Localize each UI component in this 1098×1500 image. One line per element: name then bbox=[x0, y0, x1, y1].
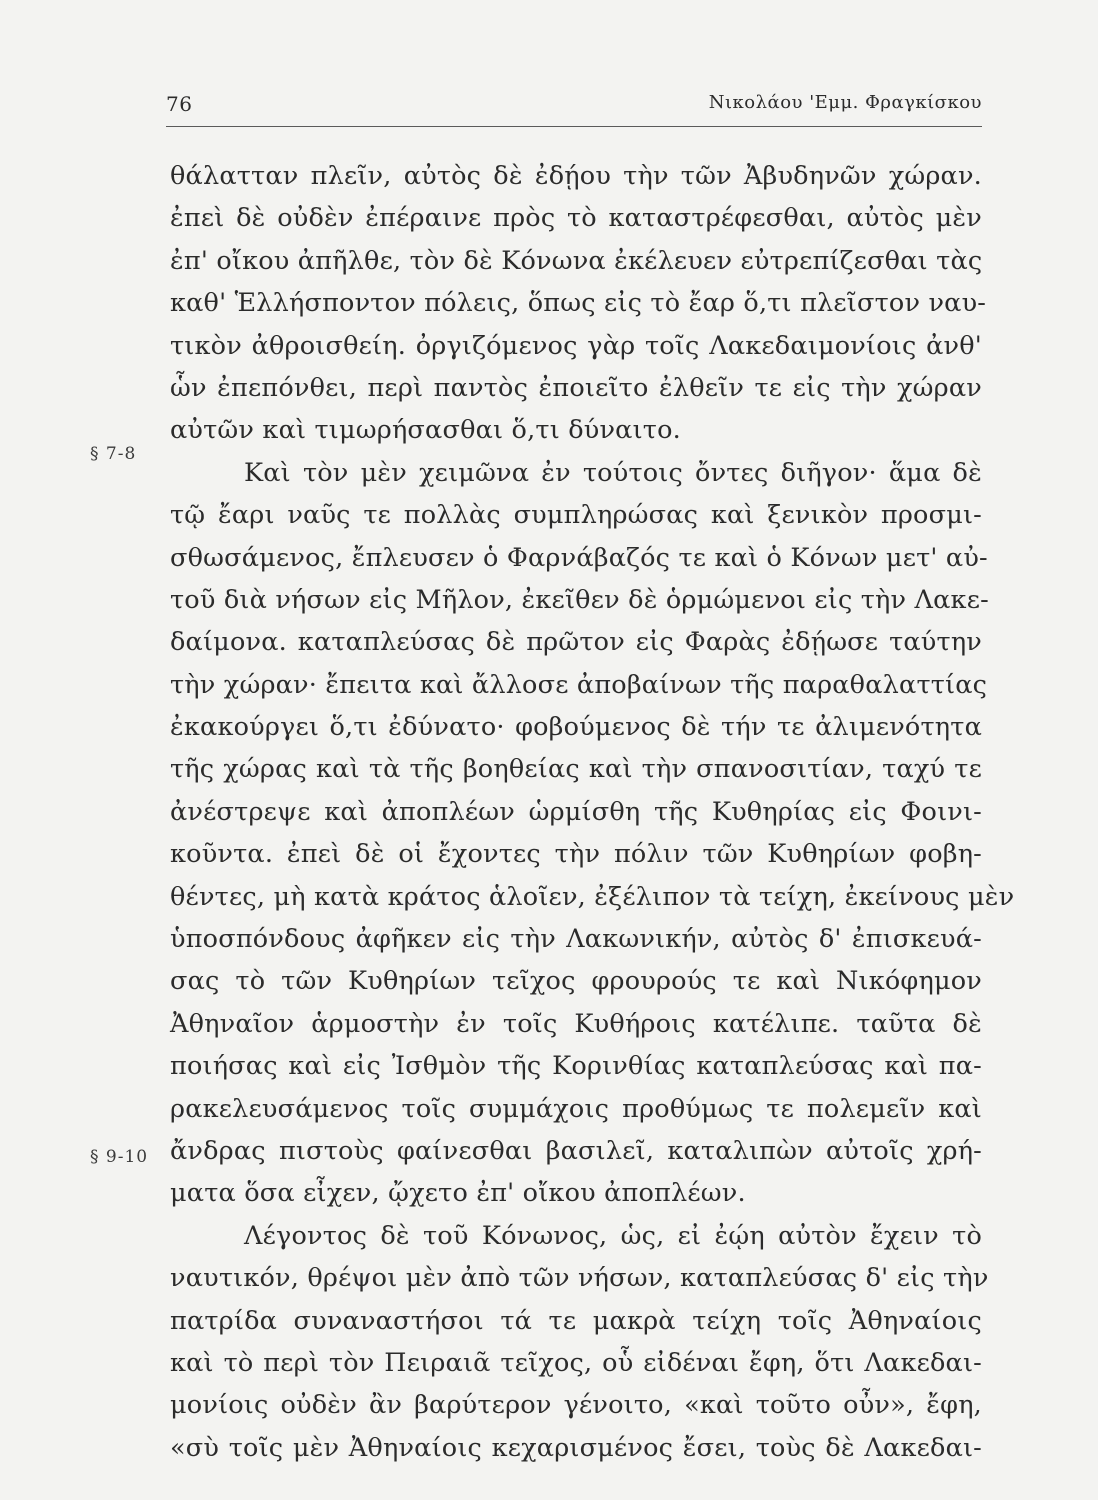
text-line: ναυτικόν, θρέψοι μὲν ἀπὸ τῶν νήσων, καταπλεύσας δ' εἰς τὴν bbox=[170, 1263, 989, 1294]
text-line: Καὶ τὸν μὲν χειμῶνα ἐν τούτοις ὄντες διῆγον· ἅμα δὲ bbox=[244, 457, 982, 488]
text-line: ἐκακούργει ὅ,τι ἐδύνατο· φοβούμενος δὲ τήν τε ἀλιμενότητα bbox=[170, 712, 982, 743]
text-line: σθωσάμενος, ἔπλευσεν ὁ Φαρνάβαζός τε καὶ ὁ Κόνων μετ' αὐ- bbox=[170, 542, 988, 573]
text-line: Ἀθηναῖον ἁρμοστὴν ἐν τοῖς Κυθήροις κατέλιπε. ταῦτα δὲ bbox=[170, 1008, 982, 1039]
text-line: τικὸν ἀθροισθείη. ὀργιζόμενος γὰρ τοῖς Λακεδαιμονίοις ἀνθ' bbox=[170, 330, 982, 361]
text-line: ὑποσπόνδους ἀφῆκεν εἰς τὴν Λακωνικήν, αὐτὸς δ' ἐπισκευά- bbox=[170, 924, 982, 955]
text-line: πατρίδα συναναστήσοι τά τε μακρὰ τείχη τοῖς Ἀθηναίοις bbox=[170, 1305, 982, 1336]
running-header bbox=[166, 92, 982, 128]
running-head-author: Νικολάου 'Εμμ. Φραγκίσκου bbox=[708, 92, 982, 113]
text-line: κοῦντα. ἐπεὶ δὲ οἱ ἔχοντες τὴν πόλιν τῶν Κυθηρίων φοβη- bbox=[170, 839, 982, 870]
text-line: τὴν χώραν· ἔπειτα καὶ ἄλλοσε ἀποβαίνων τῆς παραθαλαττίας bbox=[170, 669, 988, 700]
page-number: 76 bbox=[166, 92, 193, 116]
text-line: ρακελευσάμενος τοῖς συμμάχοις προθύμως τε πολεμεῖν καὶ bbox=[170, 1093, 982, 1124]
text-line: μονίοις οὐδὲν ἂν βαρύτερον γένοιτο, «καὶ τοῦτο οὖν», ἔφη, bbox=[170, 1390, 982, 1421]
text-line: αὐτῶν καὶ τιμωρήσασθαι ὅ,τι δύναιτο. bbox=[170, 415, 681, 446]
header-rule bbox=[166, 126, 982, 127]
text-line: σας τὸ τῶν Κυθηρίων τεῖχος φρουρούς τε καὶ Νικόφημον bbox=[170, 966, 982, 997]
text-line: ματα ὅσα εἶχεν, ᾤχετο ἐπ' οἴκου ἀποπλέων. bbox=[170, 1178, 746, 1209]
text-line: καθ' Ἑλλήσποντον πόλεις, ὅπως εἰς τὸ ἔαρ ὅ,τι πλεῖστον ναυ- bbox=[170, 288, 987, 319]
section-marker-9-10: § 9-10 bbox=[90, 1147, 149, 1167]
text-line: δαίμονα. καταπλεύσας δὲ πρῶτον εἰς Φαρὰς ἐδῄωσε ταύτην bbox=[170, 627, 982, 658]
text-line: τῆς χώρας καὶ τὰ τῆς βοηθείας καὶ τὴν σπανοσιτίαν, ταχύ τε bbox=[170, 754, 982, 785]
text-line: θέντες, μὴ κατὰ κράτος ἁλοῖεν, ἐξέλιπον τὰ τείχη, ἐκείνους μὲν bbox=[170, 881, 1015, 912]
body-text bbox=[170, 155, 1015, 1469]
text-line: ἄνδρας πιστοὺς φαίνεσθαι βασιλεῖ, καταλιπὼν αὐτοῖς χρή- bbox=[170, 1135, 982, 1166]
text-line: θάλατταν πλεῖν, αὐτὸς δὲ ἐδῄου τὴν τῶν Ἀβυδηνῶν χώραν. bbox=[170, 161, 982, 191]
section-marker-7-8: § 7-8 bbox=[90, 443, 137, 464]
text-line: ἀνέστρεψε καὶ ἀποπλέων ὡρμίσθη τῆς Κυθηρίας εἰς Φοινι- bbox=[170, 796, 982, 827]
text-line: καὶ τὸ περὶ τὸν Πειραιᾶ τεῖχος, οὗ εἰδέναι ἔφη, ὅτι Λακεδαι- bbox=[170, 1347, 982, 1378]
text-line: ἐπεὶ δὲ οὐδὲν ἐπέραινε πρὸς τὸ καταστρέφεσθαι, αὐτὸς μὲν bbox=[170, 203, 982, 234]
text-line: ὧν ἐπεπόνθει, περὶ παντὸς ἐποιεῖτο ἐλθεῖν τε εἰς τὴν χώραν bbox=[170, 372, 982, 403]
text-line: ἐπ' οἴκου ἀπῆλθε, τὸν δὲ Κόνωνα ἐκέλευεν εὐτρεπίζεσθαι τὰς bbox=[170, 245, 983, 276]
text-line: Λέγοντος δὲ τοῦ Κόνωνος, ὡς, εἰ ἐῴη αὐτὸν ἔχειν τὸ bbox=[244, 1220, 982, 1251]
text-line: «σὺ τοῖς μὲν Ἀθηναίοις κεχαρισμένος ἔσει, τοὺς δὲ Λακεδαι- bbox=[170, 1432, 982, 1463]
text-line: τῷ ἔαρι ναῦς τε πολλὰς συμπληρώσας καὶ ξενικὸν προσμι- bbox=[170, 500, 982, 531]
text-line: ποιήσας καὶ εἰς Ἰσθμὸν τῆς Κορινθίας καταπλεύσας καὶ πα- bbox=[170, 1051, 982, 1082]
text-line: τοῦ διὰ νήσων εἰς Μῆλον, ἐκεῖθεν δὲ ὁρμώμενοι εἰς τὴν Λακε- bbox=[170, 584, 989, 615]
